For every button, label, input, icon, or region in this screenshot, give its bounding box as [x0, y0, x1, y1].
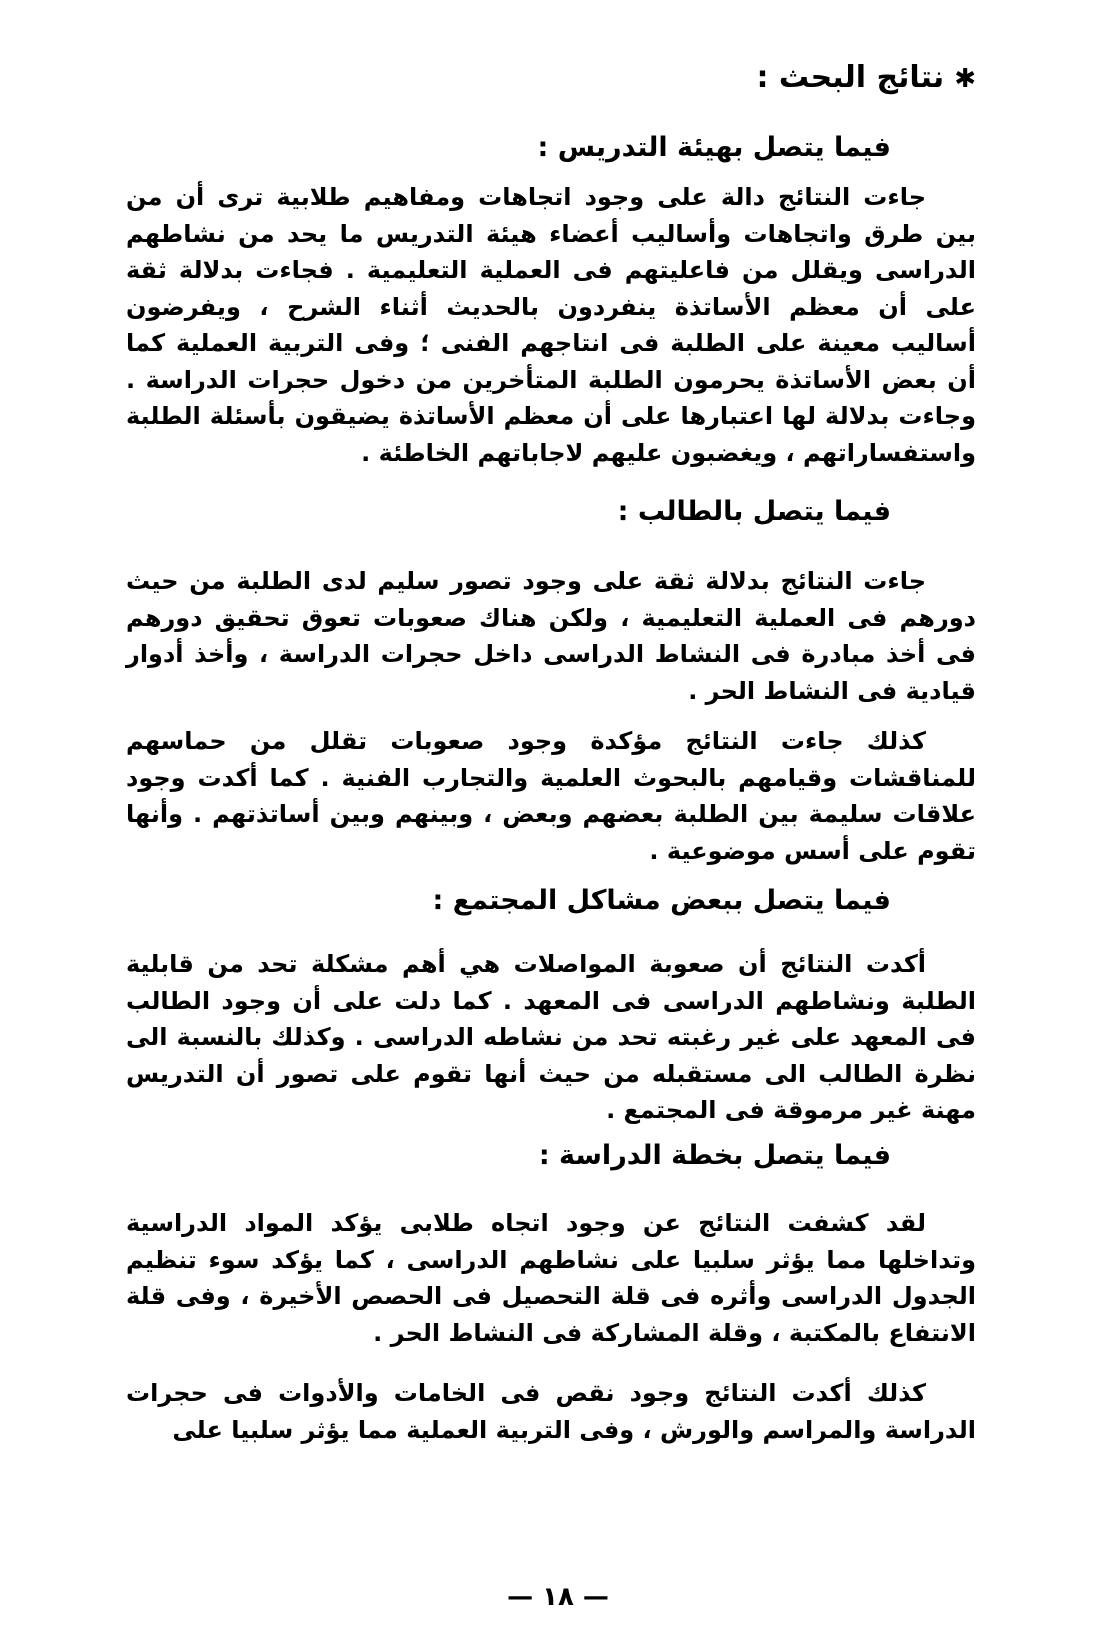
section-heading	[756, 60, 976, 95]
paragraph-student-2: كذلك جاءت النتائج مؤكدة وجود صعوبات تقلل من حماسهم للمناقشات وقيامهم بالبحوث العلمية والتجارب الفنية . كما أكدت وجود علاقات سليمة بين الطلبة بعضهم وبعض ، وبينهم وبين أساتذتهم . وأنها تقوم على أسس موضوعية .	[126, 727, 976, 865]
paragraph-society: أكدت النتائج أن صعوبة المواصلات هي أهم مشكلة تحد من قابلية الطلبة ونشاطهم الدراسى فى المعهد . كما دلت على أن وجود الطالب فى المعهد على غير رغبته تحد من نشاطه الدراسى . وكذلك بالنسبة الى نظرة الطالب الى مستقبله من حيث أنها تقوم على تصور أن التدريس مهنة غير مرموقة فى المجتمع .	[126, 950, 976, 1124]
subheading-faculty: فيما يتصل بهيئة التدريس :	[537, 132, 891, 163]
paragraph-study-plan-1: لقد كشفت النتائج عن وجود اتجاه طلابى يؤكد المواد الدراسية وتداخلها مما يؤثر سلبيا على نشاطهم الدراسى ، كما يؤكد سوء تنظيم الجدول الدراسى وأثره فى قلة التحصيل فى الحصص الأخيرة ، وفى قلة الانتفاع بالمكتبة ، وقلة المشاركة فى النشاط الحر .	[126, 1209, 976, 1347]
paragraph-faculty: جاءت النتائج دالة على وجود اتجاهات ومفاهيم طلابية ترى أن من بين طرق واتجاهات وأساليب أعضاء هيئة التدريس ما يحد من نشاطهم الدراسى ويقلل من فاعليتهم فى العملية التعليمية . فجاءت بدلالة ثقة على أن معظم الأساتذة ينفردون بالحديث أثناء الشرح ، ويفرضون أساليب معينة على الطلبة فى انتاجهم الفنى ؛ وفى التربية العملية كما أن بعض الأساتذة يحرمون الطلبة المتأخرين من دخول حجرات الدراسة . وجاءت بدلالة لها اعتبارها على أن معظم الأساتذة يضيقون بأسئلة الطلبة واستفساراتهم ، ويغضبون عليهم لاجاباتهم الخاطئة .	[126, 183, 976, 467]
paragraph-study-plan-2: كذلك أكدت النتائج وجود نقص فى الخامات والأدوات فى حجرات الدراسة والمراسم والورش ، وفى التربية العملية مما يؤثر سلبيا على	[126, 1379, 976, 1444]
subheading-society: فيما يتصل ببعض مشاكل المجتمع :	[432, 885, 891, 916]
section-heading-text: نتائج البحث :	[756, 60, 945, 95]
paragraph-student-1: جاءت النتائج بدلالة ثقة على وجود تصور سليم لدى الطلبة من حيث دورهم فى العملية التعليمية ، ولكن هناك صعوبات تعوق تحقيق دورهم فى أخذ مبادرة فى النشاط الدراسى داخل حجرات الدراسة ، وأخذ أدوار قيادية فى النشاط الحر .	[126, 567, 976, 705]
asterisk-bullet-icon: ✱	[954, 64, 976, 94]
subheading-study-plan: فيما يتصل بخطة الدراسة :	[538, 1140, 891, 1171]
subheading-student: فيما يتصل بالطالب :	[617, 496, 891, 527]
page-number: — ١٨ —	[507, 1582, 609, 1612]
